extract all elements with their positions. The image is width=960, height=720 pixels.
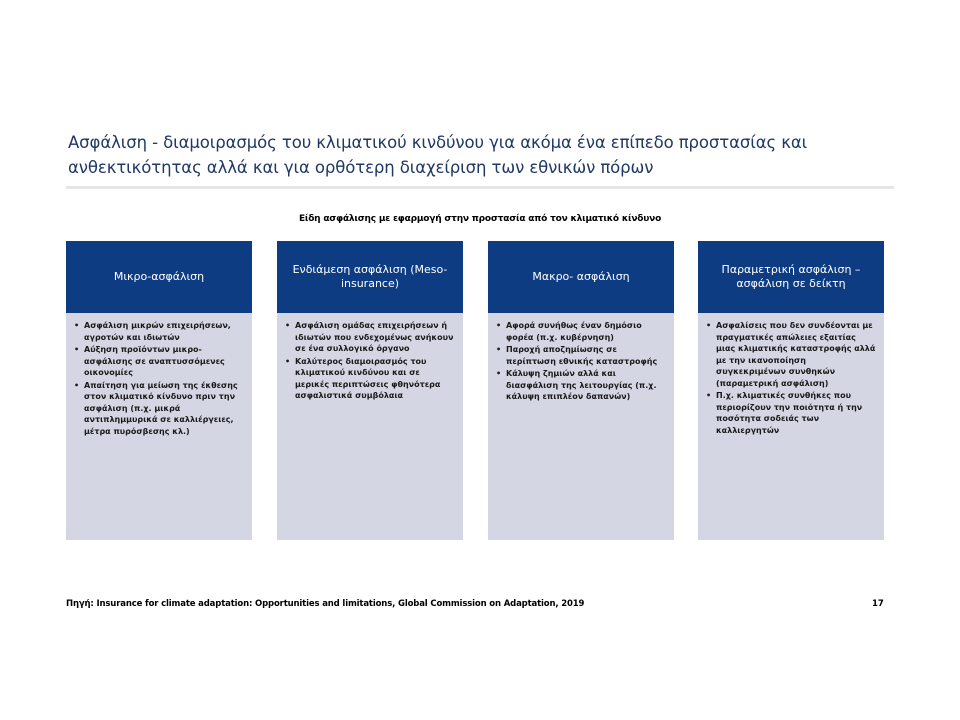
bullet-item — [74, 320, 244, 343]
card-header-macro-insurance — [488, 241, 674, 313]
bullet-text: Καλύτερος διαμοιρασμός του κλιματικού κινδύνου και σε μερικές περιπτώσεις φθηνότερα ασφαλιστικά συμβόλαια — [295, 356, 441, 400]
card-header-micro-insurance — [66, 241, 252, 313]
card-body-meso-insurance — [277, 313, 463, 540]
bullet-text: Ασφάλιση ομάδας επιχειρήσεων ή ιδιωτών που ενδεχομένως ανήκουν σε ένα συλλογικό όργανο — [295, 321, 454, 353]
title-divider — [66, 186, 894, 189]
bullet-item — [285, 320, 455, 355]
card-header-parametric-insurance — [698, 241, 884, 313]
section-subtitle: Είδη ασφάλισης με εφαρμογή στην προστασία από τον κλιματικό κίνδυνο — [298, 214, 662, 224]
bullet-text: Κάλυψη ζημιών αλλά και διασφάλιση της λειτουργίας (π.χ. κάλυψη επιπλέον δαπανών) — [506, 369, 657, 401]
bullet-text: Ασφαλίσεις που δεν συνδέονται με πραγματικές απώλειες εξαιτίας μιας κλιματικής καταστροφής αλλά με την ικανοποίηση συγκεκριμένων συνθηκών (παραμετρική ασφάλιση) — [716, 321, 876, 388]
card-header-label: Ενδιάμεση ασφάλιση (Meso-insurance) — [292, 263, 448, 290]
bullet-item — [706, 390, 876, 436]
bullet-item — [496, 320, 666, 343]
bullet-list — [285, 320, 455, 402]
bullet-list — [496, 320, 666, 403]
slide-title: Ασφάλιση - διαμοιρασμός του κλιματικού κινδύνου για ακόμα ένα επίπεδο προστασίας και ανθεκτικότητας αλλά και για ορθότερη διαχείριση των εθνικών πόρων — [68, 133, 808, 177]
bullet-glyph: • — [706, 391, 712, 400]
bullet-text: Απαίτηση για μείωση της έκθεσης στον κλιματικό κίνδυνο πριν την ασφάλιση (π.χ. μικρά αντιπλημμυρικά σε καλλιέργειες, μέτρα πυρόσβεσης κλ.) — [84, 380, 238, 436]
card-header-label: Παραμετρική ασφάλιση – ασφάλιση σε δείκτη — [721, 263, 861, 290]
bullet-glyph: • — [74, 345, 80, 354]
bullet-list — [706, 320, 876, 436]
card-header-label: Μακρο- ασφάλιση — [532, 270, 630, 283]
bullet-text: Αύξηση προϊόντων μικρο-ασφάλισης σε αναπτυσσόμενες οικονομίες — [84, 345, 225, 377]
bullet-item — [496, 368, 666, 403]
card-body-parametric-insurance — [698, 313, 884, 540]
card-body-macro-insurance — [488, 313, 674, 540]
bullet-item — [285, 356, 455, 402]
bullet-item — [706, 320, 876, 389]
bullet-glyph: • — [285, 321, 291, 330]
bullet-text: Ασφάλιση μικρών επιχειρήσεων, αγροτών και ιδιωτών — [84, 321, 231, 342]
bullet-text: Αφορά συνήθως έναν δημόσιο φορέα (π.χ. κυβέρνηση) — [506, 321, 642, 342]
bullet-item — [496, 344, 666, 367]
bullet-glyph: • — [496, 321, 502, 330]
bullet-glyph: • — [285, 356, 291, 366]
bullet-glyph: • — [74, 380, 80, 390]
source-citation: Πηγή: Insurance for climate adaptation: Opportunities and limitations, Global Commission on Adaptation, 2019 — [66, 599, 585, 609]
bullet-text: Παροχή αποζημίωσης σε περίπτωση εθνικής καταστροφής — [506, 345, 658, 366]
card-header-label: Μικρο-ασφάλιση — [113, 270, 205, 283]
page-number: 17 — [872, 599, 884, 609]
bullet-glyph: • — [496, 345, 502, 354]
bullet-glyph: • — [496, 369, 502, 378]
bullet-text: Π.χ. κλιματικές συνθήκες που περιορίζουν την ποιότητα ή την ποσότητα σοδειάς των καλλιεργητών — [716, 391, 863, 435]
bullet-list — [74, 320, 244, 437]
card-header-meso-insurance — [277, 241, 463, 313]
bullet-item — [74, 380, 244, 438]
bullet-glyph: • — [74, 321, 80, 330]
card-body-micro-insurance — [66, 313, 252, 540]
bullet-item — [74, 344, 244, 379]
bullet-glyph: • — [706, 321, 712, 330]
